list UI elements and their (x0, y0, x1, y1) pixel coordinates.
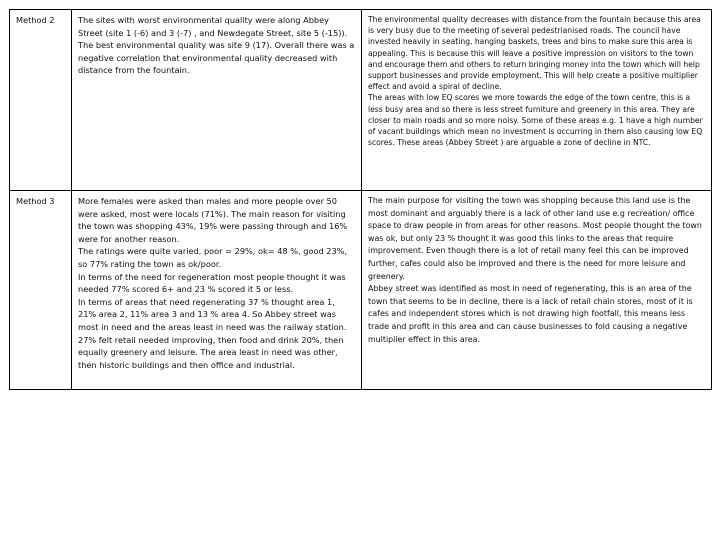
analysis-text: The areas with low EQ scores we more towards the edge of the town centre, this is a less busy area and so there is less street furniture and greenery in this area. They are closer to main roads and so more noisy. Some of these areas e.g. 1 have a high number of vacant buildings which mean no investment is occurring in them also causing low EQ scores. These areas (Abbey Street ) are arguable a zone of decline in NTC. (368, 93, 703, 148)
findings-cell (72, 191, 362, 390)
method-label: Method 2 (10, 10, 72, 191)
analysis-cell (362, 10, 712, 191)
findings-text: The sites with worst environmental quality were along Abbey Street (site 1 (-6) and 3 (-7) , and Newdegate Street, site 5 (-15)). The best environmental quality was site 9 (17). Overall there was a negative correlation that environmental quality decreased with distance from the fountain. (78, 15, 355, 76)
analysis-text: The main purpose for visiting the town was shopping because this land use is the most dominant and arguably there is a lack of other land use e.g recreation/ office space to draw people in from areas for other reasons. Most people thought the town was ok, but only 23 % thought it was good this links to the areas that require improvement. Even though there is a lot of retail many feel this can be improved further, cafes could also be improved and there is the need for more leisure and greenery. (368, 196, 702, 281)
findings-text: 27% felt retail needed improving, then food and drink 20%, then equally greenery and leisure. The area least in need was other, then historic buildings and then office and industrial. (78, 334, 344, 370)
analysis-text: Abbey street was identified as most in need of regenerating, this is an area of the town that seems to be in decline, there is a lack of retail chain stores, most of it is cafes and independent stores which is not drawing high footfall, this means less trade and profit in this area and can cause businesses to fold causing a negative multiplier effect in this area. (368, 284, 693, 344)
findings-text: The ratings were quite varied, poor = 29%, ok= 48 %, good 23%, so 77% rating the town as ok/poor. (78, 246, 348, 269)
findings-cell (72, 10, 362, 191)
analysis-text: The environmental quality decreases with distance from the fountain because this area is very busy due to the meeting of several pedestrianised roads. The council have invested heavily in seating, hanging baskets, trees and bins to make sure this area is appealing. This is because this will leave a positive impression on visitors to the town and encourage them and others to return bringing money into the town which will help support businesses and provide employment. This will help create a positive multiplier effect and avoid a spiral of decline. (368, 15, 701, 92)
table-row (10, 10, 712, 191)
findings-text: In terms of areas that need regenerating 37 % thought area 1, 21% area 2, 11% area 3 and 13 % area 4. So Abbey street was most in need and the areas least in need was the railway station. (78, 296, 347, 332)
analysis-cell (362, 191, 712, 390)
findings-text: More females were asked than males and more people over 50 were asked, most were locals (71%). The main reason for visiting the town was shopping 43%, 19% were passing through and 16% were for another reason. (78, 196, 348, 244)
method-label: Method 3 (10, 191, 72, 390)
findings-text: In terms of the need for regeneration most people thought it was needed 77% scored 6+ and 23 % scored it 5 or less. (78, 271, 346, 295)
results-table (9, 9, 712, 390)
table-row (10, 191, 712, 390)
